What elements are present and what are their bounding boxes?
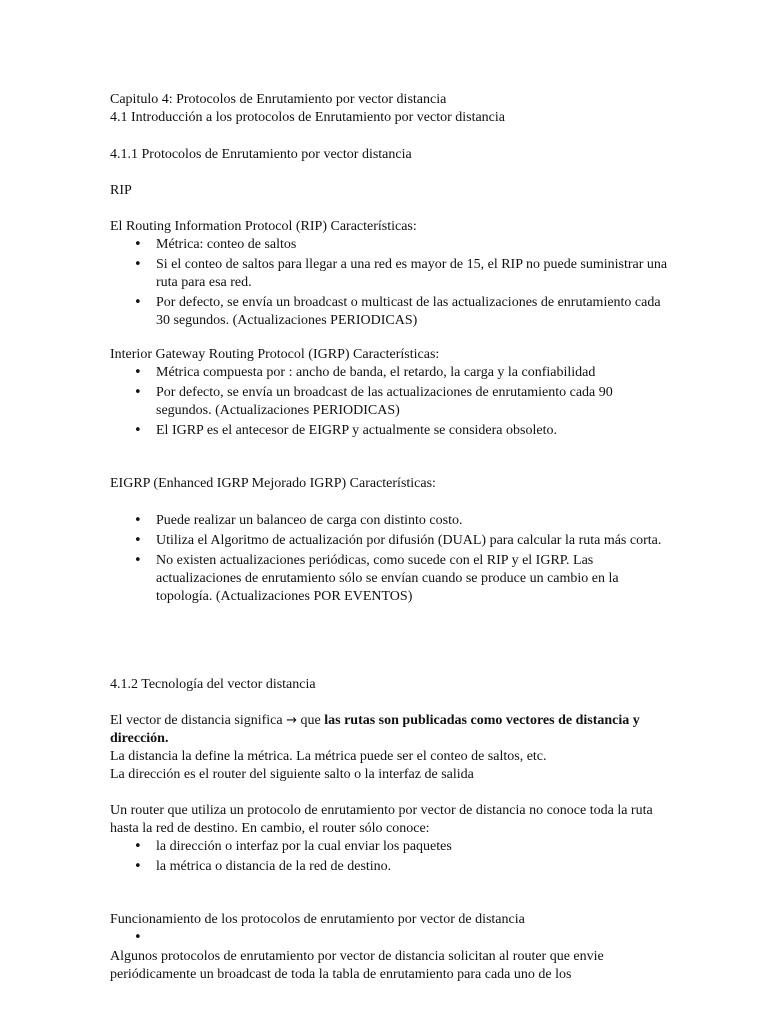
router-paragraph: Un router que utiliza un protocolo de enrutamiento por vector de distancia no conoce toda la ruta hasta la red de destino. En cambio, el router sólo conoce:: [110, 803, 653, 836]
list-item: • Utiliza el Algoritmo de actualización por difusión (DUAL) para calcular la ruta más corta.: [110, 532, 670, 550]
list-item: • Puede realizar un balanceo de carga con distinto costo.: [110, 512, 670, 530]
igrp-intro: Interior Gateway Routing Protocol (IGRP) Características:: [110, 347, 440, 362]
vector-definition: [110, 712, 670, 748]
funcionamiento-heading: Funcionamiento de los protocolos de enrutamiento por vector de distancia: [110, 912, 525, 927]
list-item: • El IGRP es el antecesor de EIGRP y actualmente se considera obsoleto.: [110, 422, 670, 440]
list-item: • Si el conteo de saltos para llegar a una red es mayor de 15, el RIP no puede suministrar una ruta para esa red.: [110, 256, 670, 292]
vector-distance-line: La distancia la define la métrica. La métrica puede ser el conteo de saltos, etc.: [110, 749, 547, 764]
chapter-title: Capitulo 4: Protocolos de Enrutamiento por vector distancia: [110, 92, 447, 107]
vector-que: que: [300, 713, 321, 728]
eigrp-intro: EIGRP (Enhanced IGRP Mejorado IGRP) Características:: [110, 476, 436, 491]
list-item: • Por defecto, se envía un broadcast o multicast de las actualizaciones de enrutamiento cada 30 segundos. (Actualizaciones PERIODICAS): [110, 294, 670, 330]
list-item: • Métrica: conteo de saltos: [110, 236, 670, 254]
section-4-1-1-heading: 4.1.1 Protocolos de Enrutamiento por vector distancia: [110, 147, 412, 162]
section-4-1-heading: 4.1 Introducción a los protocolos de Enrutamiento por vector distancia: [110, 110, 506, 125]
vector-bold-definition: las rutas son publicadas como vectores de distancia y dirección.: [110, 713, 640, 746]
list-item: • la métrica o distancia de la red de destino.: [110, 858, 670, 876]
list-item: [110, 929, 670, 947]
list-item: • Por defecto, se envía un broadcast de las actualizaciones de enrutamiento cada 90 segundos. (Actualizaciones PERIODICAS): [110, 384, 670, 420]
list-item: • Métrica compuesta por : ancho de banda, el retardo, la carga y la confiabilidad: [110, 364, 670, 382]
right-arrow-icon: →: [286, 713, 298, 728]
vector-lead: El vector de distancia significa: [110, 713, 283, 728]
router-bullet-list: [110, 838, 670, 878]
eigrp-bullet-list: [110, 512, 670, 608]
rip-intro: El Routing Information Protocol (RIP) Características:: [110, 219, 417, 234]
section-4-1-2-heading: 4.1.2 Tecnología del vector distancia: [110, 677, 316, 692]
rip-bullet-list: [110, 236, 670, 332]
funcionamiento-bullet-list: [110, 929, 670, 949]
rip-heading: RIP: [110, 183, 132, 198]
igrp-bullet-list: [110, 364, 670, 442]
list-item: • No existen actualizaciones periódicas, como sucede con el RIP y el IGRP. Las actualizaciones de enrutamiento sólo se envían cuando se produce un cambio en la topología. (Actualizaciones POR EVENTOS): [110, 552, 670, 606]
funcionamiento-paragraph: Algunos protocolos de enrutamiento por vector de distancia solicitan al router que envie periódicamente un broadcast de toda la tabla de enrutamiento para cada uno de los: [110, 949, 604, 982]
vector-direction-line: La dirección es el router del siguiente salto o la interfaz de salida: [110, 767, 474, 782]
list-item: • la dirección o interfaz por la cual enviar los paquetes: [110, 838, 670, 856]
